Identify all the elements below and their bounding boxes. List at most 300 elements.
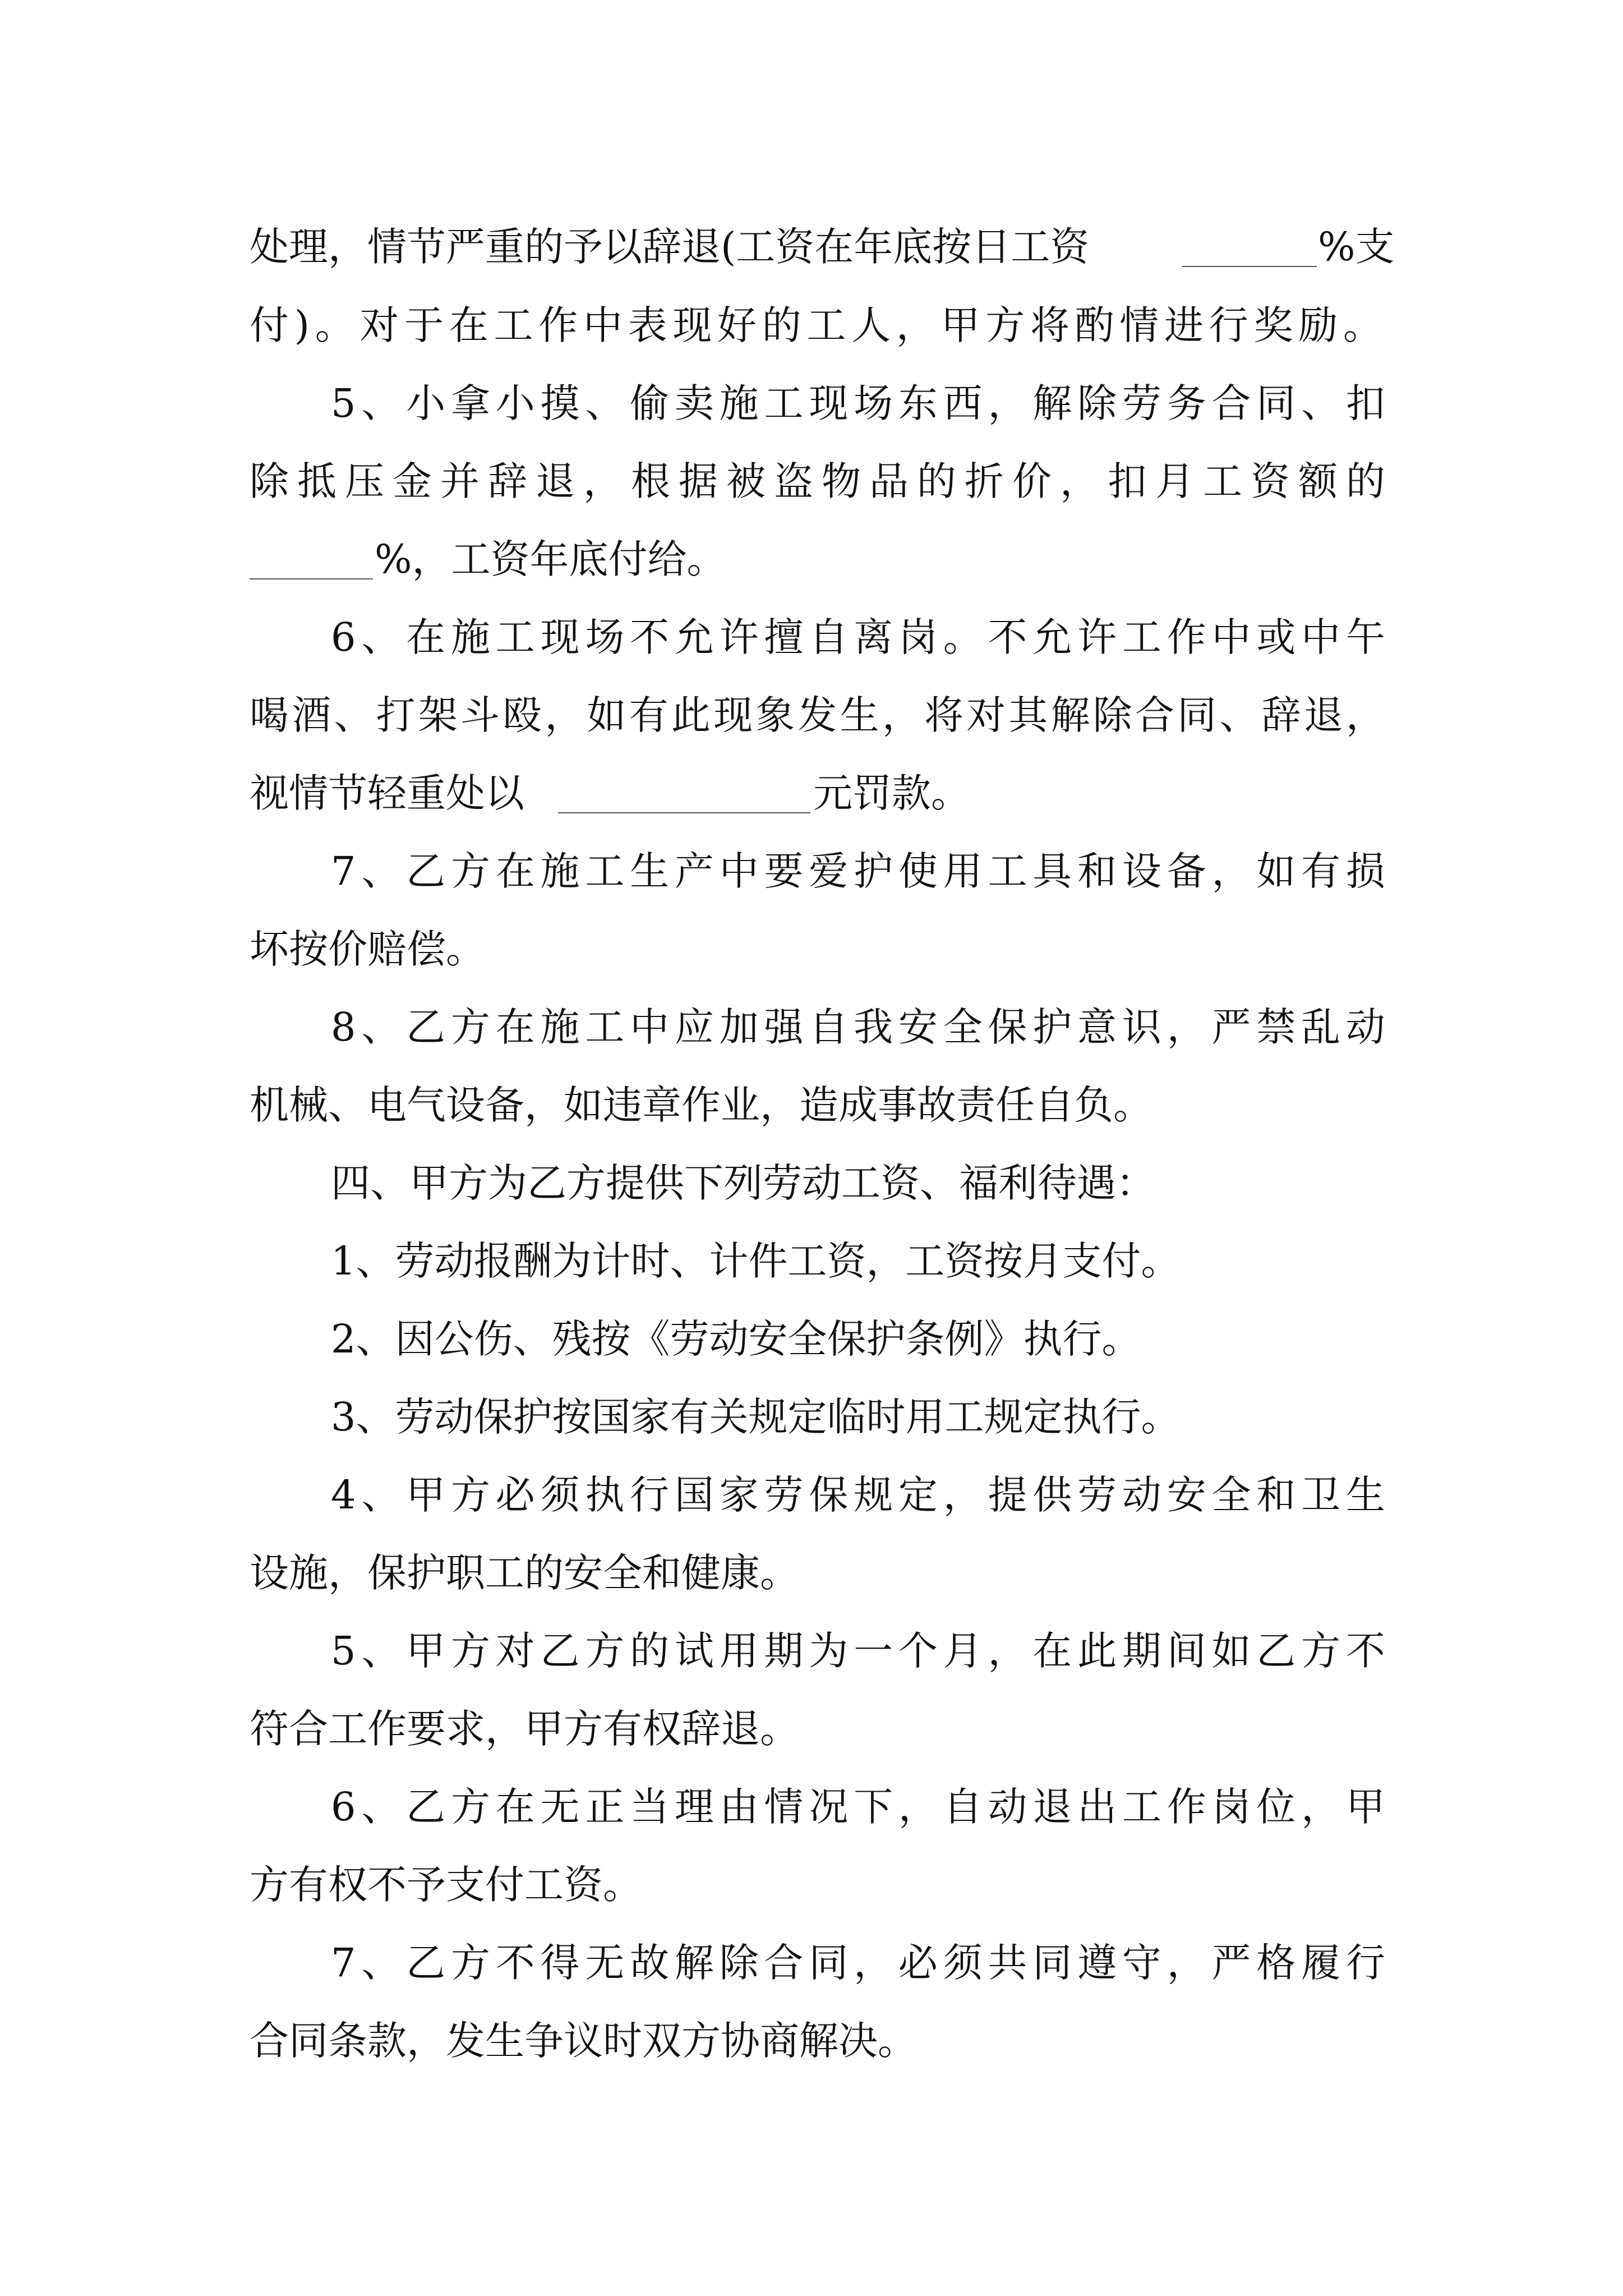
text-segment: 设施，保护职工的安全和健康。	[250, 1550, 799, 1596]
text-line	[0, 1846, 1623, 1924]
glyph: 动	[988, 1784, 1027, 1830]
glyph: 由	[719, 1784, 759, 1830]
glyph: 扣	[1345, 380, 1385, 426]
glyph: 如	[587, 692, 626, 738]
glyph: 小	[406, 380, 446, 426]
glyph: 的	[630, 1628, 670, 1674]
glyph: 、	[361, 1784, 401, 1830]
glyph: 场	[854, 380, 893, 426]
glyph: 乙	[406, 848, 446, 894]
text-line	[0, 1768, 1623, 1846]
glyph: 有	[629, 692, 668, 738]
glyph: 自	[809, 1004, 849, 1050]
glyph: 除	[719, 1940, 759, 1986]
glyph: 表	[628, 302, 667, 348]
glyph: 和	[1256, 1472, 1296, 1518]
glyph: 合	[1135, 692, 1174, 738]
glyph: 此	[1077, 1628, 1117, 1674]
glyph: 遵	[1077, 1940, 1117, 1986]
glyph: 生	[630, 848, 670, 894]
text-line	[0, 832, 1623, 910]
glyph: 位	[1256, 1784, 1296, 1830]
text-segment: 元罚款。	[813, 770, 970, 816]
text-segment	[250, 286, 1382, 365]
fill-in-blank	[558, 812, 810, 813]
glyph: 理	[674, 1784, 714, 1830]
glyph: 全	[1211, 1472, 1251, 1518]
text-segment: 1、劳动报酬为计时、计件工资，工资按月支付。	[331, 1238, 1181, 1284]
glyph: 生	[1345, 1472, 1385, 1518]
glyph: 为	[809, 1628, 849, 1674]
glyph: 辞	[1261, 692, 1301, 738]
glyph: 方	[450, 848, 490, 894]
glyph: 在	[1032, 1628, 1072, 1674]
text-segment	[331, 832, 1385, 910]
glyph: 乙	[406, 1784, 446, 1830]
glyph: 现	[809, 380, 849, 426]
glyph: 的	[917, 458, 956, 504]
glyph: 小	[495, 380, 535, 426]
glyph: 。	[1343, 302, 1382, 348]
glyph: 供	[1032, 1472, 1072, 1518]
glyph: 额	[1298, 458, 1338, 504]
glyph: 间	[1166, 1628, 1206, 1674]
glyph: 工	[764, 380, 804, 426]
glyph: 乙	[540, 1628, 580, 1674]
glyph: 此	[671, 692, 711, 738]
glyph: 对	[495, 1628, 535, 1674]
glyph: ，	[988, 1628, 1027, 1674]
text-segment: 符合工作要求，甲方有权辞退。	[250, 1706, 799, 1752]
glyph: 午	[1345, 614, 1385, 660]
glyph: 安	[898, 1004, 938, 1050]
glyph: 解	[674, 1940, 714, 1986]
glyph: 、	[334, 692, 374, 738]
glyph: ，	[1166, 1004, 1206, 1050]
glyph: 允	[674, 614, 714, 660]
glyph: 如	[1211, 1628, 1251, 1674]
glyph: 动	[1122, 1472, 1161, 1518]
glyph: 象	[755, 692, 795, 738]
glyph: 7	[331, 848, 356, 894]
glyph: 作	[1166, 614, 1206, 660]
glyph: ，	[943, 1472, 983, 1518]
text-line	[0, 676, 1623, 754]
glyph: 劳	[1122, 380, 1161, 426]
glyph: 备	[1166, 848, 1206, 894]
glyph: 甲	[406, 1628, 446, 1674]
glyph: 除	[1092, 692, 1132, 738]
glyph: 全	[943, 1004, 983, 1050]
glyph: 退	[536, 458, 575, 504]
glyph: 好	[717, 302, 757, 348]
glyph: 、	[361, 614, 401, 660]
text-segment: 视情节轻重处以	[250, 770, 524, 816]
glyph: 现	[540, 614, 580, 660]
glyph: 爱	[809, 848, 849, 894]
glyph: 工	[1122, 614, 1161, 660]
glyph: 根	[631, 458, 670, 504]
glyph: 用	[943, 848, 983, 894]
glyph: 解	[1050, 692, 1090, 738]
glyph: ，	[882, 692, 921, 738]
glyph: 劳	[1077, 1472, 1117, 1518]
glyph: 月	[943, 1628, 983, 1674]
glyph: 甲	[940, 302, 980, 348]
glyph: 不	[1345, 1628, 1385, 1674]
glyph: 除	[250, 458, 289, 504]
text-line	[0, 1144, 1623, 1222]
glyph: 正	[585, 1784, 625, 1830]
glyph: 同	[809, 1940, 849, 1986]
text-line	[0, 208, 1623, 286]
glyph: 擅	[764, 614, 804, 660]
section-heading: 四、甲方为乙方提供下列劳动工资、福利待遇：	[331, 1160, 1155, 1206]
glyph: 不	[988, 614, 1027, 660]
glyph: 价	[1012, 458, 1052, 504]
glyph: 将	[924, 692, 963, 738]
glyph: 盗	[774, 458, 813, 504]
text-segment: 处理，情节严重的予以辞退(工资在年底按日工资	[250, 224, 1090, 270]
glyph: 自	[943, 1784, 983, 1830]
text-line	[0, 520, 1623, 599]
text-segment	[331, 364, 1385, 443]
text-line	[0, 1612, 1623, 1690]
glyph: 必	[898, 1940, 938, 1986]
glyph: 工	[585, 1004, 625, 1050]
glyph: 和	[1077, 848, 1117, 894]
glyph: 务	[1166, 380, 1206, 426]
glyph: 据	[679, 458, 718, 504]
glyph: 个	[898, 1628, 938, 1674]
glyph: 工	[806, 302, 846, 348]
glyph: 卫	[1301, 1472, 1341, 1518]
text-segment: 坏按价赔偿。	[250, 926, 485, 972]
text-line	[0, 2001, 1623, 2080]
glyph: 辞	[488, 458, 527, 504]
glyph: ，	[854, 1940, 893, 1986]
glyph: ，	[1211, 848, 1251, 894]
glyph: 6	[331, 1784, 356, 1830]
glyph: 共	[988, 1940, 1027, 1986]
text-segment	[331, 1768, 1385, 1846]
glyph: 情	[1119, 302, 1159, 348]
glyph: 退	[1032, 1784, 1072, 1830]
glyph: 执	[585, 1472, 625, 1518]
glyph: 压	[345, 458, 384, 504]
text-line	[0, 598, 1623, 677]
text-line	[0, 988, 1623, 1066]
glyph: 对	[966, 692, 1006, 738]
glyph: 护	[1032, 1004, 1072, 1050]
glyph: 励	[1298, 302, 1338, 348]
glyph: 、	[585, 380, 625, 426]
glyph: 扣	[1108, 458, 1147, 504]
glyph: 如	[1256, 848, 1296, 894]
glyph: 5	[331, 380, 356, 426]
glyph: 我	[854, 1004, 893, 1050]
glyph: 护	[854, 848, 893, 894]
glyph: 动	[1345, 1004, 1385, 1050]
text-line	[0, 1066, 1623, 1144]
text-segment: %，工资年底付给。	[375, 536, 726, 582]
glyph: 方	[450, 1004, 490, 1050]
glyph: 打	[376, 692, 416, 738]
glyph: 方	[1301, 1628, 1341, 1674]
glyph: 生	[840, 692, 879, 738]
glyph: 乙	[406, 1004, 446, 1050]
glyph: 、	[1301, 380, 1341, 426]
glyph: 对	[359, 302, 399, 348]
glyph: 东	[898, 380, 938, 426]
glyph: 下	[854, 1784, 893, 1830]
glyph: 离	[854, 614, 893, 660]
glyph: 于	[404, 302, 444, 348]
glyph: 情	[764, 1784, 804, 1830]
text-segment	[250, 442, 1385, 521]
glyph: 国	[674, 1472, 714, 1518]
glyph: 工	[494, 302, 533, 348]
glyph: 须	[943, 1940, 983, 1986]
glyph: 摸	[540, 380, 580, 426]
glyph: 得	[540, 1940, 580, 1986]
glyph: 乙	[406, 1940, 446, 1986]
glyph: 施	[540, 1004, 580, 1050]
glyph: 殴	[502, 692, 542, 738]
glyph: 、	[361, 1940, 401, 1986]
glyph: 作	[538, 302, 578, 348]
glyph: )	[294, 302, 310, 348]
glyph: 在	[495, 848, 535, 894]
glyph: 工	[1203, 458, 1242, 504]
glyph: 履	[1301, 1940, 1341, 1986]
glyph: 同	[1032, 1940, 1072, 1986]
glyph: 现	[713, 692, 753, 738]
glyph: 品	[869, 458, 909, 504]
glyph: 家	[719, 1472, 759, 1518]
glyph: 偷	[630, 380, 670, 426]
glyph: 施	[719, 380, 759, 426]
glyph: 月	[1155, 458, 1195, 504]
text-line	[0, 442, 1623, 521]
glyph: 奖	[1253, 302, 1293, 348]
text-line	[0, 1534, 1623, 1612]
glyph: 、	[361, 1004, 401, 1050]
text-line	[0, 364, 1623, 443]
text-segment: %支	[1318, 224, 1395, 270]
glyph: 加	[719, 1004, 759, 1050]
glyph: 酌	[1075, 302, 1114, 348]
glyph: 、	[361, 1628, 401, 1674]
glyph: 保	[809, 1472, 849, 1518]
glyph: 。	[315, 302, 354, 348]
glyph: 喝	[250, 692, 289, 738]
glyph: 方	[450, 1784, 490, 1830]
glyph: 同	[1177, 692, 1217, 738]
glyph: 被	[726, 458, 766, 504]
glyph: 工	[988, 848, 1027, 894]
glyph: 行	[630, 1472, 670, 1518]
glyph: 卖	[674, 380, 714, 426]
glyph: 不	[630, 614, 670, 660]
glyph: 拿	[450, 380, 490, 426]
glyph: 出	[1077, 1784, 1117, 1830]
glyph: 施	[450, 614, 490, 660]
glyph: 期	[1122, 1628, 1161, 1674]
glyph: 6	[331, 614, 356, 660]
glyph: 方	[450, 1628, 490, 1674]
glyph: 5	[331, 1628, 356, 1674]
glyph: 允	[1032, 614, 1072, 660]
text-segment	[331, 598, 1385, 677]
glyph: 合	[1211, 380, 1251, 426]
glyph: 要	[764, 848, 804, 894]
glyph: 的	[1346, 458, 1385, 504]
glyph: 在	[495, 1004, 535, 1050]
glyph: 西	[943, 380, 983, 426]
glyph: 规	[854, 1472, 893, 1518]
glyph: ，	[898, 1784, 938, 1830]
text-line	[0, 1378, 1623, 1456]
glyph: 行	[1345, 1940, 1385, 1986]
text-segment	[331, 1612, 1385, 1690]
text-segment	[331, 1924, 1385, 2002]
glyph: 须	[540, 1472, 580, 1518]
glyph: 、	[361, 1472, 401, 1518]
glyph: 用	[719, 1628, 759, 1674]
glyph: ，	[583, 458, 623, 504]
glyph: 试	[674, 1628, 714, 1674]
glyph: 方	[585, 1628, 625, 1674]
text-segment	[331, 988, 1385, 1066]
glyph: 况	[809, 1784, 849, 1830]
glyph: 许	[1077, 614, 1117, 660]
glyph: 发	[797, 692, 837, 738]
glyph: 安	[1166, 1472, 1206, 1518]
glyph: 酒	[292, 692, 331, 738]
glyph: ，	[1060, 458, 1099, 504]
glyph: 劳	[764, 1472, 804, 1518]
glyph: 应	[674, 1004, 714, 1050]
glyph: 保	[988, 1004, 1027, 1050]
glyph: 提	[988, 1472, 1027, 1518]
glyph: 方	[450, 1472, 490, 1518]
fill-in-blank	[1182, 266, 1317, 267]
glyph: 必	[495, 1472, 535, 1518]
glyph: 意	[1077, 1004, 1117, 1050]
glyph: 行	[1209, 302, 1248, 348]
glyph: 或	[1256, 614, 1296, 660]
glyph: 损	[1345, 848, 1385, 894]
glyph: 中	[719, 848, 759, 894]
text-line	[0, 1300, 1623, 1378]
glyph: 具	[1032, 848, 1072, 894]
glyph: 物	[822, 458, 861, 504]
glyph: 抵	[297, 458, 336, 504]
glyph: 无	[540, 1784, 580, 1830]
glyph: 期	[764, 1628, 804, 1674]
glyph: 严	[1211, 1004, 1251, 1050]
glyph: 4	[331, 1472, 356, 1518]
glyph: 除	[1077, 380, 1117, 426]
text-segment: 合同条款，发生争议时双方协商解决。	[250, 2018, 917, 2064]
glyph: 、	[361, 380, 401, 426]
glyph: 格	[1256, 1940, 1296, 1986]
glyph: 守	[1122, 1940, 1161, 1986]
glyph: 乱	[1301, 1004, 1341, 1050]
glyph: 7	[331, 1940, 356, 1986]
text-line	[0, 754, 1623, 832]
glyph: 甲	[1345, 1784, 1385, 1830]
glyph: 资	[1251, 458, 1290, 504]
glyph: 当	[630, 1784, 670, 1830]
glyph: 场	[585, 614, 625, 660]
glyph: 将	[1030, 302, 1069, 348]
glyph: 的	[762, 302, 801, 348]
text-line	[0, 1924, 1623, 2002]
text-segment: 方有权不予支付工资。	[250, 1862, 642, 1908]
glyph: 岗	[1211, 1784, 1251, 1830]
glyph: 方	[985, 302, 1025, 348]
glyph: 中	[1211, 614, 1251, 660]
glyph: 合	[764, 1940, 804, 1986]
glyph: 在	[449, 302, 488, 348]
glyph: 故	[630, 1940, 670, 1986]
glyph: 、	[1219, 692, 1259, 738]
glyph: 折	[965, 458, 1004, 504]
glyph: 现	[672, 302, 712, 348]
glyph: 解	[1032, 380, 1072, 426]
glyph: ，	[988, 380, 1027, 426]
glyph: 不	[495, 1940, 535, 1986]
glyph: 甲	[406, 1472, 446, 1518]
text-segment	[331, 1456, 1385, 1534]
glyph: 识	[1122, 1004, 1161, 1050]
glyph: 其	[1008, 692, 1048, 738]
glyph: 架	[418, 692, 458, 738]
glyph: 使	[898, 848, 938, 894]
glyph: 有	[1301, 848, 1341, 894]
glyph: 施	[540, 848, 580, 894]
glyph: 、	[361, 848, 401, 894]
glyph: 人	[851, 302, 891, 348]
glyph: 工	[585, 848, 625, 894]
text-line	[0, 1456, 1623, 1534]
text-segment	[250, 676, 1385, 754]
glyph: ，	[896, 302, 935, 348]
glyph: 设	[1122, 848, 1161, 894]
fill-in-blank	[250, 578, 373, 579]
glyph: 。	[943, 614, 983, 660]
text-line	[0, 1690, 1623, 1768]
text-line	[0, 286, 1623, 365]
glyph: 工	[1122, 1784, 1161, 1830]
glyph: 8	[331, 1004, 356, 1050]
glyph: 产	[674, 848, 714, 894]
glyph: ，	[1345, 692, 1385, 738]
glyph: ，	[1166, 1940, 1206, 1986]
glyph: 作	[1166, 1784, 1206, 1830]
glyph: 在	[406, 614, 446, 660]
glyph: 退	[1303, 692, 1343, 738]
glyph: 定	[898, 1472, 938, 1518]
text-segment: 机械、电气设备，如违章作业，造成事故责任自负。	[250, 1082, 1152, 1128]
glyph: 方	[450, 1940, 490, 1986]
glyph: 付	[250, 302, 289, 348]
glyph: 岗	[898, 614, 938, 660]
glyph: ，	[545, 692, 584, 738]
text-line	[0, 910, 1623, 988]
